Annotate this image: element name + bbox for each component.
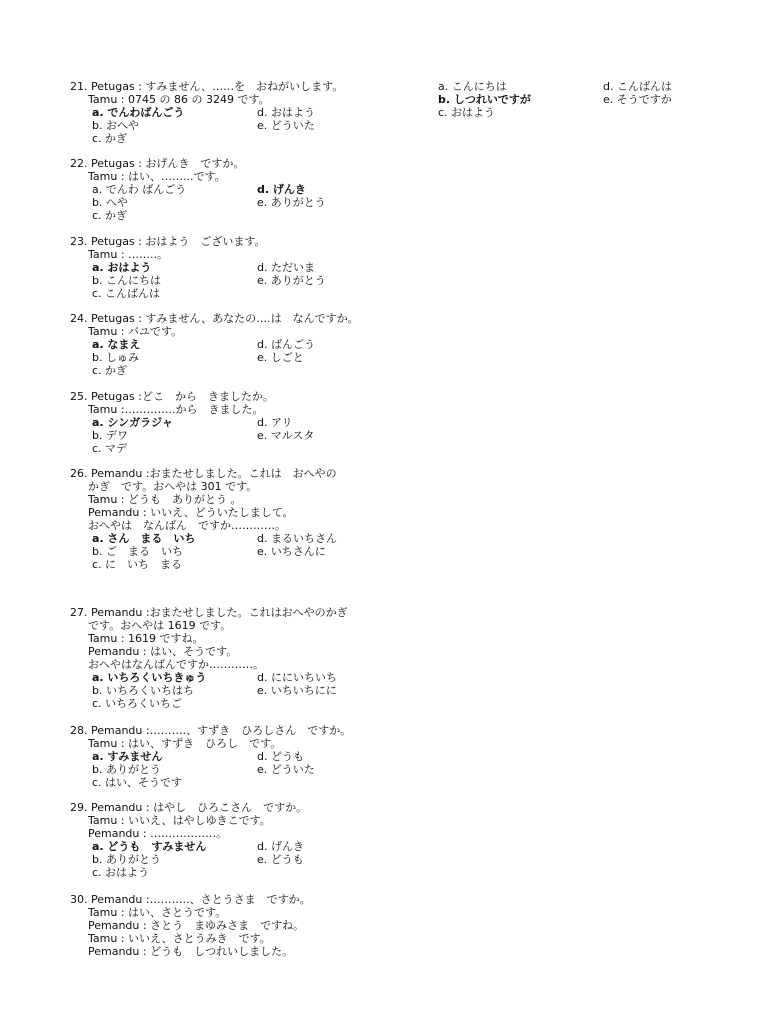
answer-option: a. でんわばんごう <box>92 106 185 119</box>
answer-option: e. ありがとう <box>257 196 326 209</box>
answer-options <box>70 183 410 222</box>
question-stem: 24. Petugas : すみません、あなたの….は なんですか。 <box>70 312 359 325</box>
dialogue-line: Tamu : 0745 の 86 の 3249 です。 <box>88 93 270 106</box>
answer-option: c. かぎ <box>92 209 128 222</box>
answer-option: e. いちさんに <box>257 545 326 558</box>
dialogue-line: Pemandu : さとう まゆみさま ですね。 <box>88 919 305 932</box>
answer-option: b. こんにちは <box>92 274 161 287</box>
answer-option: b. へや <box>92 196 128 209</box>
answer-option: e. どうも <box>257 853 304 866</box>
answer-option: a. こんにちは <box>438 80 507 93</box>
question-22 <box>70 157 410 222</box>
answer-option: a. どうも すみません <box>92 840 207 853</box>
answer-option: e. しごと <box>257 351 304 364</box>
answer-option: e. いちいちにに <box>257 684 337 697</box>
answer-option: c. おはよう <box>438 106 496 119</box>
dialogue-line: Tamu : はい、……...です。 <box>88 170 226 183</box>
answer-option: c. おはよう <box>92 866 150 879</box>
dialogue-line: おへやはなんばんですか…………。 <box>88 658 264 671</box>
question-stem: 23. Petugas : おはよう ございます。 <box>70 235 266 248</box>
dialogue-line: Pemandu : いいえ、どういたしまして。 <box>88 506 294 519</box>
answer-option: d. こんばんは <box>603 80 672 93</box>
answer-option: c. こんばんは <box>92 287 161 300</box>
answer-option: e. そうですか <box>603 93 672 106</box>
answer-option: a. なまえ <box>92 338 141 351</box>
question-stem: 27. Pemandu :おまたせしました。これはおへやのかぎ <box>70 606 348 619</box>
answer-option: b. しゅみ <box>92 351 139 364</box>
answer-options <box>70 261 410 300</box>
question-21 <box>70 80 410 145</box>
question-stem: 25. Petugas :どこ から きましたか。 <box>70 390 274 403</box>
answer-option: b. ありがとう <box>92 853 161 866</box>
answer-option: b. しつれいですが <box>438 93 531 106</box>
dialogue-line: Pemandu : ………………。 <box>88 827 228 840</box>
answer-options <box>70 338 410 377</box>
question-stem: 28. Pemandu :……….、すずき ひろしさん ですか。 <box>70 724 352 737</box>
answer-option: d. おはよう <box>257 106 315 119</box>
dialogue-line: Tamu : 1619 ですね。 <box>88 632 204 645</box>
answer-option: d. ににいちいち <box>257 671 337 684</box>
question-30-options-left <box>438 80 531 119</box>
answer-options <box>70 671 410 710</box>
question-27 <box>70 606 410 710</box>
question-30-options-right <box>603 80 672 106</box>
dialogue-line: です。おへやは 1619 です。 <box>88 619 232 632</box>
question-stem: 26. Pemandu :おまたせしました。これは おへやの <box>70 467 337 480</box>
dialogue-line: Tamu :…………..から きました。 <box>88 403 264 416</box>
answer-option: c. に いち まる <box>92 558 183 571</box>
answer-options <box>70 416 410 455</box>
answer-option: d. げんき <box>257 183 306 196</box>
answer-option: d. ばんごう <box>257 338 315 351</box>
answer-option: c. マデ <box>92 442 128 455</box>
answer-option: a. おはよう <box>92 261 152 274</box>
answer-option: d. アリ <box>257 416 293 429</box>
answer-option: b. おへや <box>92 119 139 132</box>
question-25 <box>70 390 410 455</box>
answer-option: b. いちろくいちはち <box>92 684 194 697</box>
question-23 <box>70 235 410 300</box>
answer-options <box>70 840 410 879</box>
question-26 <box>70 467 410 571</box>
answer-option: c. いちろくいちご <box>92 697 183 710</box>
answer-options <box>70 106 410 145</box>
answer-option: a. シンガラジャ <box>92 416 173 429</box>
dialogue-line: おへやは なんばん ですか…………。 <box>88 519 286 532</box>
question-24 <box>70 312 410 377</box>
answer-option: c. はい、そうです <box>92 776 183 789</box>
dialogue-line: Tamu : はい、すずき ひろし です。 <box>88 737 282 750</box>
question-stem: 30. Pemandu :………..、さとうさま ですか。 <box>70 893 311 906</box>
answer-option: a. でんわ ばんごう <box>92 183 187 196</box>
dialogue-line: Tamu : いいえ、さとうみき です。 <box>88 932 271 945</box>
answer-option: e. マルスタ <box>257 429 315 442</box>
answer-option: a. すみません <box>92 750 163 763</box>
question-28 <box>70 724 410 789</box>
dialogue-line: Pemandu : はい、そうです。 <box>88 645 238 658</box>
answer-option: d. げんき <box>257 840 304 853</box>
question-stem: 29. Pemandu : はやし ひろこさん ですか。 <box>70 801 308 814</box>
answer-option: b. ご まる いち <box>92 545 183 558</box>
answer-option: c. かぎ <box>92 364 128 377</box>
question-30 <box>70 893 410 958</box>
question-29 <box>70 801 410 879</box>
dialogue-line: Tamu : どうも ありがとう 。 <box>88 493 242 506</box>
answer-option: b. ありがとう <box>92 763 161 776</box>
answer-options <box>70 750 410 789</box>
dialogue-line: かぎ です。おへやは 301 です。 <box>88 480 258 493</box>
answer-option: a. さん まる いち <box>92 532 196 545</box>
dialogue-line: Pemandu : どうも しつれいしました。 <box>88 945 294 958</box>
dialogue-line: Tamu : ……..。 <box>88 248 169 261</box>
answer-option: d. まるいちさん <box>257 532 337 545</box>
answer-option: e. どういた <box>257 763 315 776</box>
answer-option: e. どういた <box>257 119 315 132</box>
answer-option: e. ありがとう <box>257 274 326 287</box>
answer-options <box>70 532 410 571</box>
dialogue-line: Tamu : はい、さとうです。 <box>88 906 227 919</box>
question-stem: 22. Petugas : おげんき ですか。 <box>70 157 245 170</box>
answer-option: b. デワ <box>92 429 128 442</box>
answer-option: c. かぎ <box>92 132 128 145</box>
question-stem: 21. Petugas : すみません、……を おねがいします。 <box>70 80 344 93</box>
dialogue-line: Tamu : いいえ、はやしゆきこです。 <box>88 814 271 827</box>
answer-option: d. どうも <box>257 750 304 763</box>
answer-option: d. ただいま <box>257 261 315 274</box>
answer-option: a. いちろくいちきゅう <box>92 671 207 684</box>
dialogue-line: Tamu : バユです。 <box>88 325 183 338</box>
